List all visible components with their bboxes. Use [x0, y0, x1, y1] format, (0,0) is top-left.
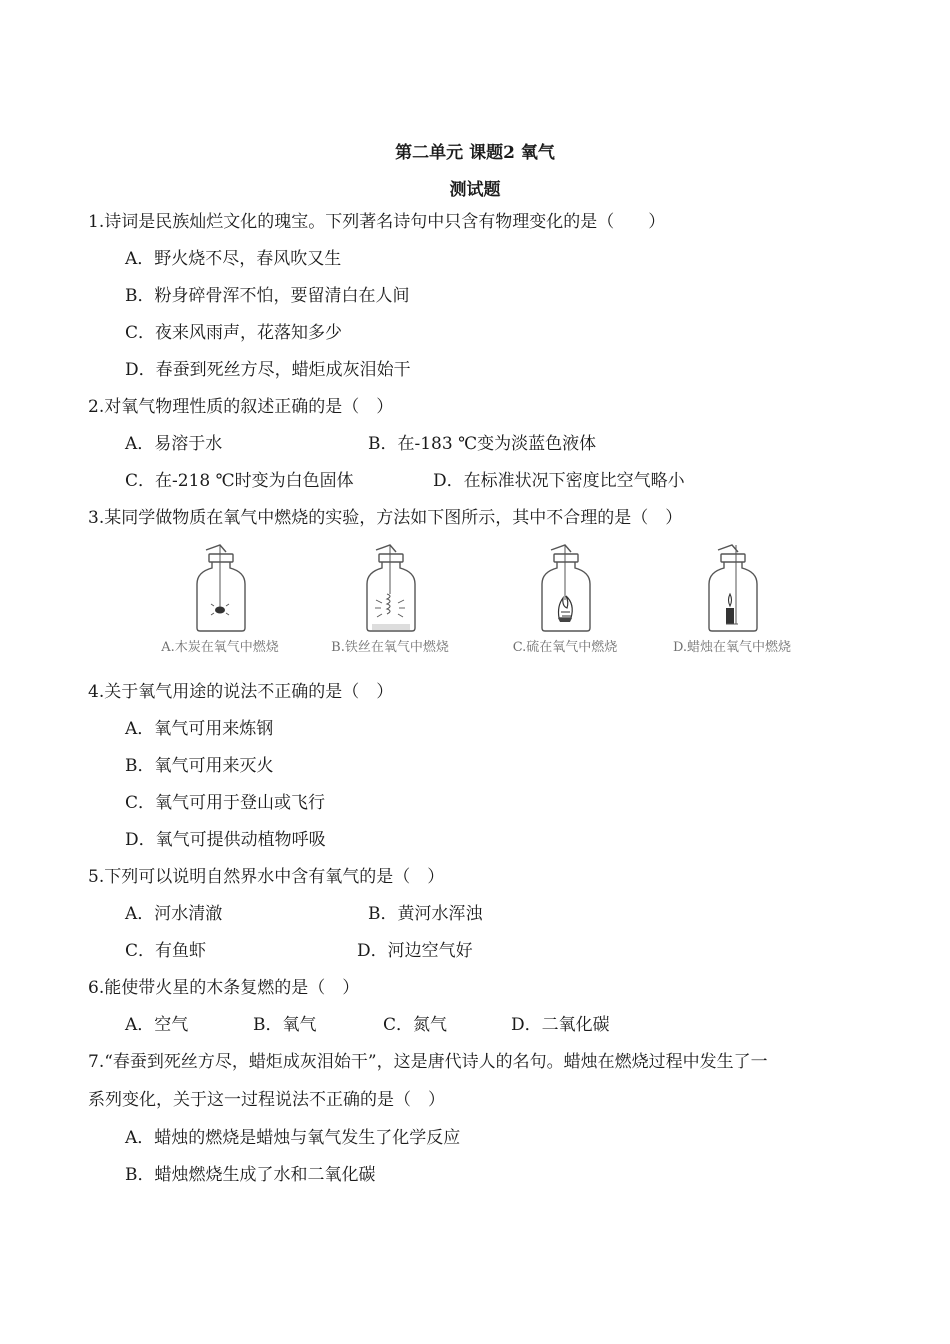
question-7-stem-line-2: 系列变化，关于这一过程说法不正确的是（ ） [88, 1090, 445, 1110]
question-5-option-a: A．河水清澈 [125, 904, 223, 924]
question-6-option-b: B．氧气 [253, 1015, 317, 1035]
question-5-option-b: B．黄河水浑浊 [368, 904, 483, 924]
question-2-option-c: C．在-218 ℃时变为白色固体 [125, 471, 354, 491]
question-6-option-a: A．空气 [125, 1015, 189, 1035]
question-4-option-b: B．氧气可用来灭火 [125, 756, 274, 776]
question-7-option-b: B．蜡烛燃烧生成了水和二氧化碳 [125, 1165, 376, 1185]
figure-b [320, 542, 460, 660]
question-5-option-d: D．河边空气好 [357, 941, 473, 961]
question-5-option-c: C．有鱼虾 [125, 941, 207, 961]
figure-d [662, 542, 802, 660]
iron-wire-jar-icon [350, 542, 430, 634]
question-6-stem: 6.能使带火星的木条复燃的是（ ） [88, 978, 360, 998]
candle-jar-icon [692, 542, 772, 634]
figure-a [150, 542, 290, 660]
figure-c [495, 542, 635, 660]
question-6-option-c: C．氮气 [383, 1015, 448, 1035]
question-1-option-b: B．粉身碎骨浑不怕，要留清白在人间 [125, 286, 410, 306]
question-1-option-a: A．野火烧不尽，春风吹又生 [125, 249, 342, 269]
question-3-figures [150, 542, 810, 660]
question-1-option-d: D．春蚕到死丝方尽，蜡炬成灰泪始干 [125, 360, 411, 380]
figure-d-caption: D.蜡烛在氧气中燃烧 [672, 640, 792, 655]
charcoal-jar-icon [180, 542, 260, 634]
question-1-stem: 1.诗词是民族灿烂文化的瑰宝。下列著名诗句中只含有物理变化的是（ ） [88, 212, 666, 232]
page-subtitle: 测试题 [449, 180, 501, 200]
figure-c-caption: C.硫在氧气中燃烧 [512, 640, 618, 655]
page-title: 第二单元 课题2 氧气 [395, 143, 555, 163]
question-2-stem: 2.对氧气物理性质的叙述正确的是（ ） [88, 397, 394, 417]
question-7-option-a: A．蜡烛的燃烧是蜡烛与氧气发生了化学反应 [125, 1128, 461, 1148]
question-6-option-d: D．二氧化碳 [511, 1015, 610, 1035]
figure-a-caption: A.木炭在氧气中燃烧 [161, 640, 279, 655]
figure-b-caption: B.铁丝在氧气中燃烧 [331, 640, 449, 655]
question-4-option-c: C．氧气可用于登山或飞行 [125, 793, 326, 813]
question-4-option-d: D．氧气可提供动植物呼吸 [125, 830, 326, 850]
question-5-stem: 5.下列可以说明自然界水中含有氧气的是（ ） [88, 867, 445, 887]
question-7-stem-line-1: 7.“春蚕到死丝方尽，蜡炬成灰泪始干”，这是唐代诗人的名句。蜡烛在燃烧过程中发生了一 [88, 1052, 768, 1072]
question-4-option-a: A．氧气可用来炼钢 [125, 719, 274, 739]
question-1-option-c: C．夜来风雨声，花落知多少 [125, 323, 343, 343]
question-2-option-a: A．易溶于水 [125, 434, 223, 454]
question-3-stem: 3.某同学做物质在氧气中燃烧的实验，方法如下图所示，其中不合理的是（ ） [88, 508, 683, 528]
question-2-option-b: B．在-183 ℃变为淡蓝色液体 [368, 434, 597, 454]
question-2-option-d: D．在标准状况下密度比空气略小 [433, 471, 685, 491]
sulfur-jar-icon [525, 542, 605, 634]
question-4-stem: 4.关于氧气用途的说法不正确的是（ ） [88, 682, 394, 702]
